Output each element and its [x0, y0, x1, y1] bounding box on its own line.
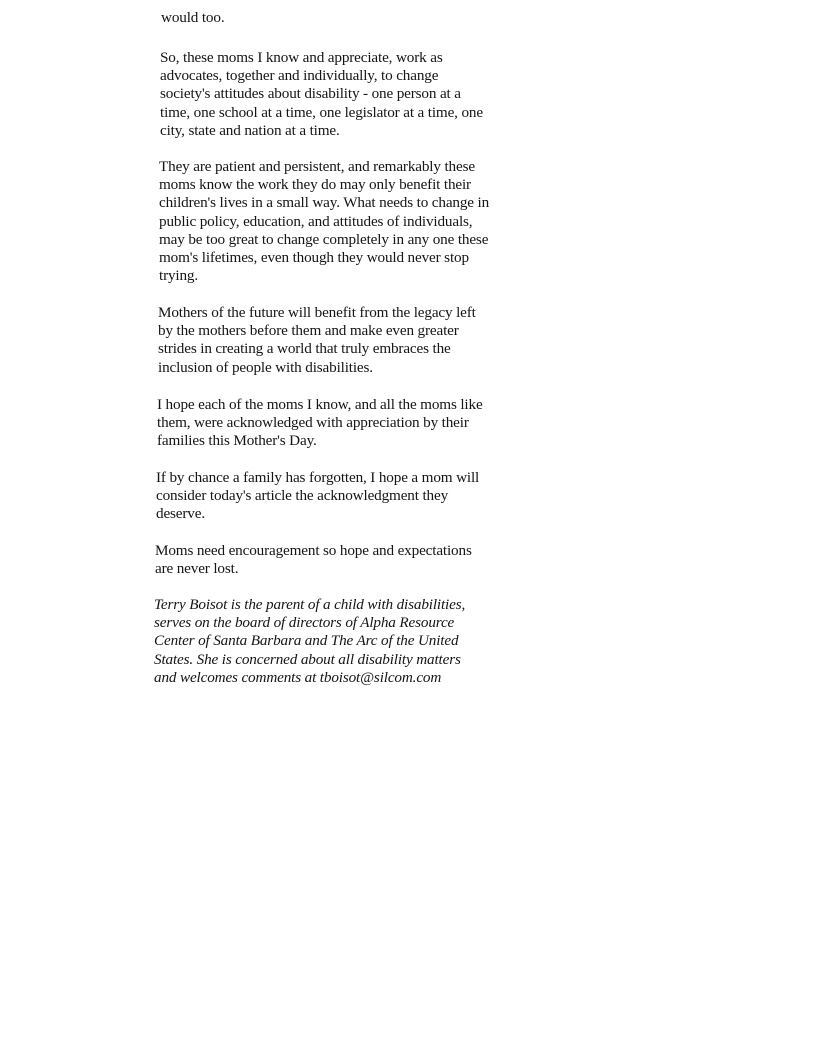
text-line: would too.: [161, 9, 225, 26]
paragraph-would-too: [161, 9, 224, 27]
text-line: Mothers of the future will benefit from the legacy left: [158, 304, 476, 321]
text-line: families this Mother's Day.: [157, 432, 317, 450]
text-line: time, one school at a time, one legislator at a time, one: [160, 103, 483, 121]
text-line: deserve.: [156, 505, 205, 523]
text-line: are never lost.: [155, 560, 239, 578]
text-line: by the mothers before them and make even greater: [158, 322, 459, 340]
text-line: If by chance a family has forgotten, I hope a mom will: [156, 469, 480, 486]
paragraph-family-forgotten: [156, 469, 479, 524]
text-line: I hope each of the moms I know, and all the moms like: [157, 396, 483, 413]
bio-line: serves on the board of directors of Alpha Resource: [154, 614, 455, 632]
bio-line: and welcomes comments at tboisot@silcom.com: [154, 668, 442, 686]
text-line: society's attitudes about disability - one person at a: [160, 85, 461, 103]
text-line: mom's lifetimes, even though they would never stop: [159, 249, 469, 267]
text-line: them, were acknowledged with appreciation by their: [157, 414, 469, 432]
bio-line: Center of Santa Barbara and The Arc of the United: [154, 632, 459, 650]
paragraph-advocates: [160, 49, 483, 140]
text-line: They are patient and persistent, and remarkably these: [159, 158, 475, 175]
bio-line: States. She is concerned about all disability matters: [154, 650, 461, 668]
text-line: consider today's article the acknowledgment they: [156, 487, 449, 505]
paragraph-mothers-future: [158, 304, 476, 377]
text-line: may be too great to change completely in any one these: [159, 230, 489, 248]
text-line: trying.: [159, 267, 199, 285]
author-bio: [154, 596, 465, 687]
text-line: moms know the work they do may only benefit their: [159, 176, 471, 194]
text-line: So, these moms I know and appreciate, work as: [160, 49, 443, 66]
paragraph-hope-each-mom: [157, 396, 483, 451]
text-line: strides in creating a world that truly embraces the: [158, 340, 451, 358]
text-line: public policy, education, and attitudes of individuals,: [159, 212, 473, 230]
bio-line: Terry Boisot is the parent of a child with disabilities,: [154, 596, 466, 613]
text-line: Moms need encouragement so hope and expectations: [155, 542, 472, 559]
text-line: children's lives in a small way. What needs to change in: [159, 194, 490, 212]
paragraph-patient-persistent: [159, 158, 489, 285]
text-line: inclusion of people with disabilities.: [158, 358, 373, 376]
text-line: city, state and nation at a time.: [160, 121, 340, 139]
paragraph-encouragement: [155, 542, 472, 578]
text-line: advocates, together and individually, to change: [160, 67, 439, 85]
